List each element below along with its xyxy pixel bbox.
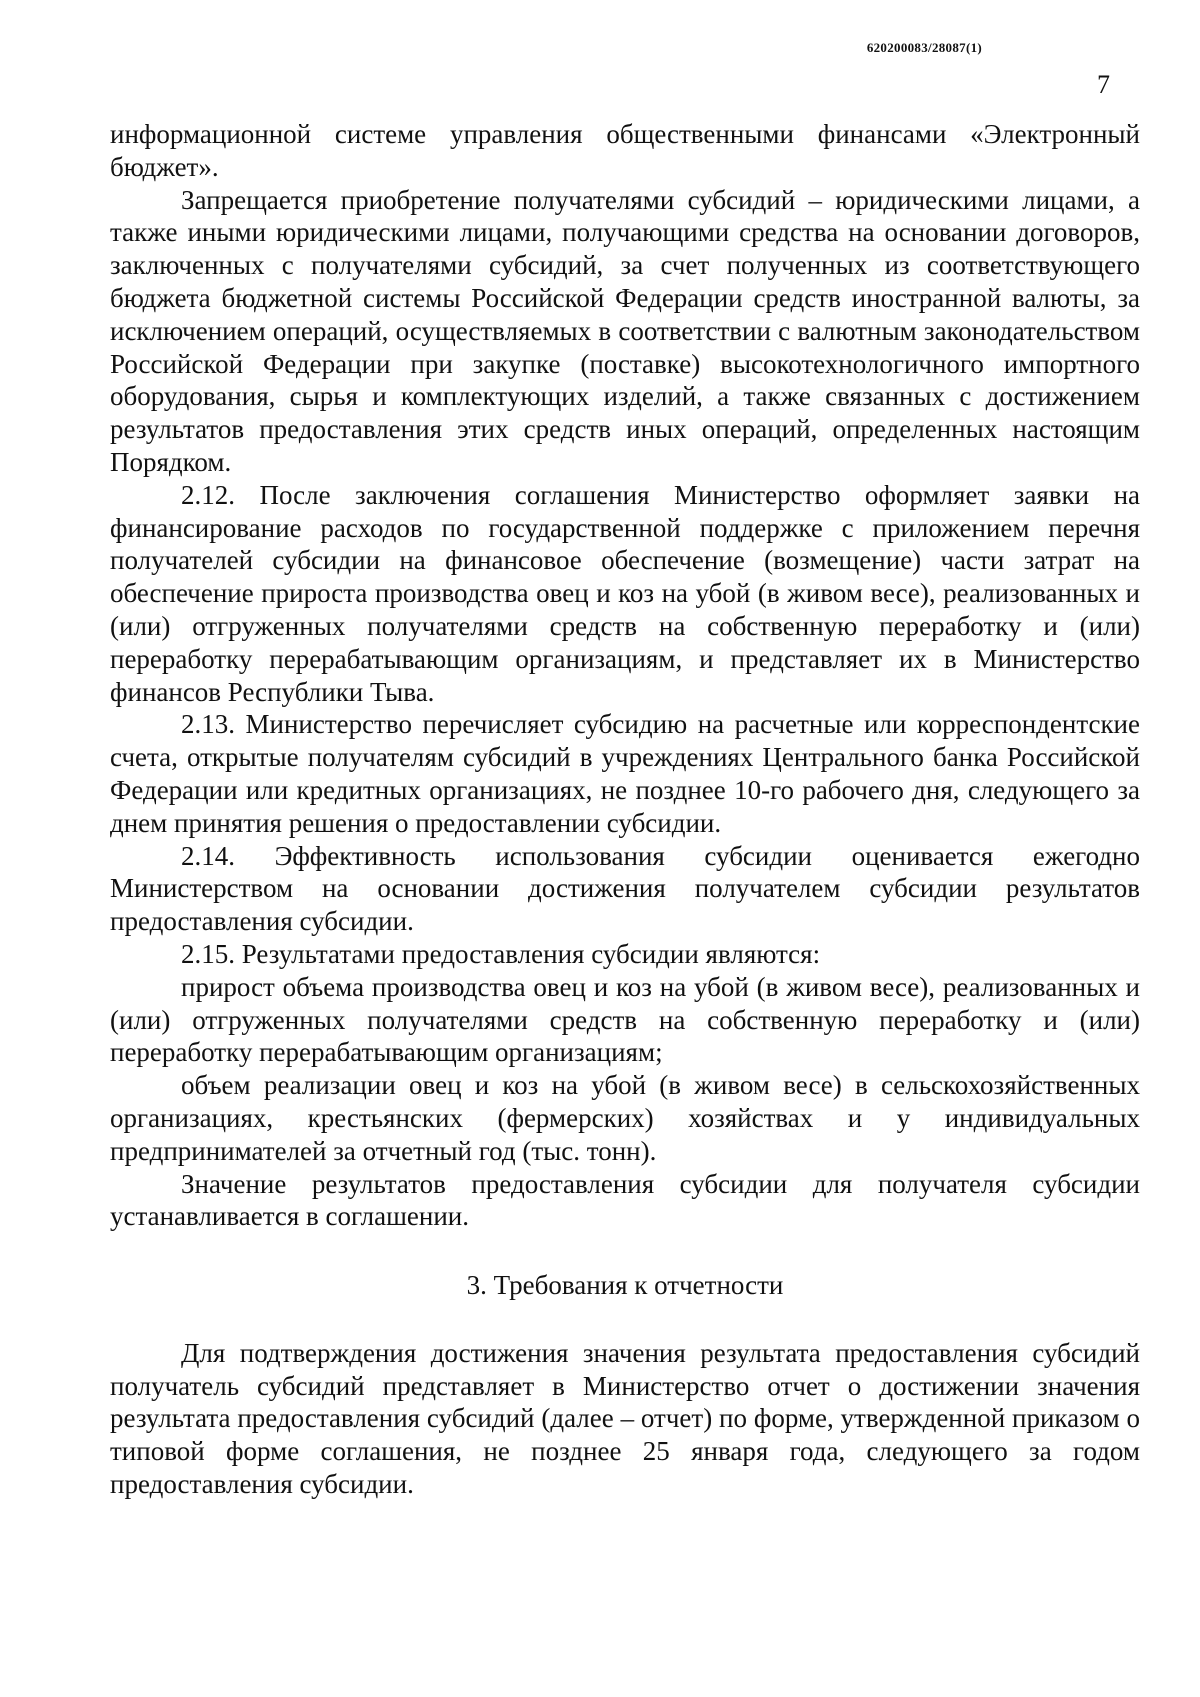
paragraph-continuation: информационной системе управления общественными финансами «Электронный бюджет».: [110, 119, 1140, 182]
document-registration-number: 620200083/28087(1): [866, 40, 982, 55]
paragraph-reporting-requirements: Для подтверждения достижения значения результата предоставления субсидий получатель субсидий представляет в Министерство отчет о достижении значения результата предоставления субсидий (далее – отчет) по форме, утвержденной приказом о типовой форме соглашения, не позднее 25 января года, следующего за годом предоставления субсидии.: [110, 1337, 1140, 1500]
paragraph-result-values: Значение результатов предоставления субсидии для получателя субсидии устанавливается в соглашении.: [110, 1168, 1140, 1232]
paragraph-2-14: 2.14. Эффективность использования субсидии оценивается ежегодно Министерством на основании достижения получателем субсидии результатов предоставления субсидии.: [110, 840, 1140, 937]
result-item-growth: прирост объема производства овец и коз на убой (в живом весе), реализованных и (или) отгруженных получателями средств на собственную переработку и (или) переработку перерабатывающим организациям;: [110, 971, 1140, 1068]
document-body: [110, 118, 1140, 1501]
paragraph-2-12: 2.12. После заключения соглашения Министерство оформляет заявки на финансирование расходов по государственной поддержке с приложением перечня получателей субсидии на финансовое обеспечение (возмещение) части затрат на обеспечение прироста производства овец и коз на убой (в живом весе), реализованных и (или) отгруженных получателями средств на собственную переработку и (или) переработку перерабатывающим организациям, и представляет их в Министерство финансов Республики Тыва.: [110, 479, 1140, 707]
result-item-volume: объем реализации овец и коз на убой (в живом весе) в сельскохозяйственных организациях, крестьянских (фермерских) хозяйствах и у индивидуальных предпринимателей за отчетный год (тыс. тонн).: [110, 1070, 1140, 1166]
paragraph-2-15: 2.15. Результатами предоставления субсидии являются:: [181, 938, 821, 969]
page-number: 7: [1097, 70, 1110, 99]
paragraph-currency-prohibition: Запрещается приобретение получателями субсидий – юридическими лицами, а также иными юридическими лицами, получающими средства на основании договоров, заключенных с получателями субсидий, за счет полученных из соответствующего бюджета бюджетной системы Российской Федерации средств иностранной валюты, за исключением операций, осуществляемых в соответствии с валютным законодательством Российской Федерации при закупке (поставке) высокотехнологичного импортного оборудования, сырья и комплектующих изделий, а также связанных с достижением результатов предоставления этих средств иных операций, определенных настоящим Порядком.: [110, 184, 1140, 477]
section-title-reporting: 3. Требования к отчетности: [466, 1270, 784, 1301]
paragraph-2-13: 2.13. Министерство перечисляет субсидию на расчетные или корреспондентские счета, открытые получателям субсидий в учреждениях Центрального банка Российской Федерации или кредитных организациях, не позднее 10-го рабочего дня, следующего за днем принятия решения о предоставлении субсидии.: [110, 709, 1140, 838]
